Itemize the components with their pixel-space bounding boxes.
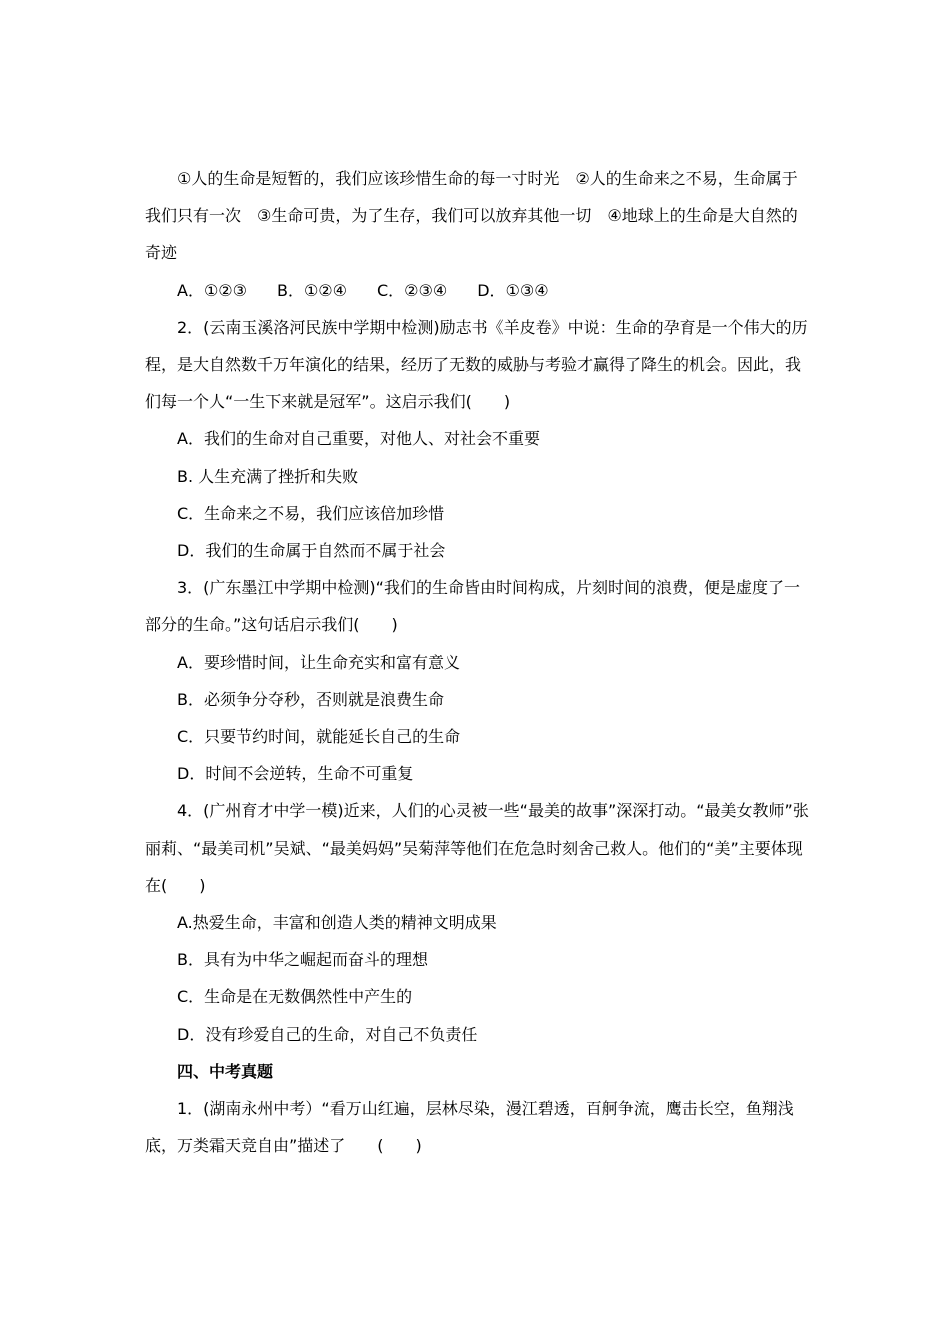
q3-option-a: A．要珍惜时间，让生命充实和富有意义 <box>177 652 460 672</box>
q1-option-a: A．①②③ <box>177 280 247 300</box>
q1-options <box>145 272 810 309</box>
q4-option-d: D．没有珍爱自己的生命，对自己不负责任 <box>177 1024 478 1044</box>
q2-option-c: C．生命来之不易，我们应该倍加珍惜 <box>177 503 445 523</box>
q4-option-c: C．生命是在无数偶然性中产生的 <box>177 987 413 1007</box>
q1-option-b: B．①②④ <box>276 280 347 300</box>
q4-option-a: A.热爱生命，丰富和创造人类的精神文明成果 <box>177 913 497 933</box>
q2-option-a: A．我们的生命对自己重要，对他人、对社会不重要 <box>177 429 540 449</box>
q1-statements: ①人的生命是短暂的，我们应该珍惜生命的每一寸时光 ②人的生命来之不易，生命属于我们只有一次 ③生命可贵，为了生存，我们可以放弃其他一切 ④地球上的生命是大自然的奇迹 <box>145 169 798 263</box>
q4-option-b: B．具有为中华之崛起而奋斗的理想 <box>177 950 428 970</box>
q2-option-d: D．我们的生命属于自然而不属于社会 <box>177 541 446 561</box>
q2-stem: 2．(云南玉溪洛河民族中学期中检测)励志书《羊皮卷》中说：生命的孕育是一个伟大的历程，是大自然数千万年演化的结果，经历了无数的威胁与考验才赢得了降生的机会。因此，我们每一个人“一生下来就是冠军”。这启示我们( ) <box>145 317 808 412</box>
q3-option-d: D．时间不会逆转，生命不可重复 <box>177 764 414 784</box>
q1-option-c: C．②③④ <box>377 280 448 300</box>
q3-option-c: C．只要节约时间，就能延长自己的生命 <box>177 727 461 747</box>
section-heading: 四、中考真题 <box>177 1061 274 1081</box>
q3-option-b: B．必须争分夺秒，否则就是浪费生命 <box>177 689 444 709</box>
q2-option-b: B. 人生充满了挫折和失败 <box>177 466 359 486</box>
document-content <box>145 160 810 1164</box>
q4-stem: 4．(广州育才中学一模)近来，人们的心灵被一些“最美的故事”深深打动。“最美女教师”张丽莉、“最美司机”吴斌、“最美妈妈”吴菊萍等他们在危急时刻舍己救人。他们的“美”主要体现在( ) <box>145 801 809 895</box>
zk1-stem: 1．(湖南永州中考）“看万山红遍，层林尽染，漫江碧透，百舸争流，鹰击长空，鱼翔浅底，万类霜天竞自由”描述了 ( ) <box>145 1099 794 1156</box>
q3-stem: 3．(广东墨江中学期中检测)“我们的生命皆由时间构成，片刻时间的浪费，便是虚度了一部分的生命。”这句话启示我们( ) <box>145 578 800 635</box>
q1-option-d: D．①③④ <box>477 280 549 300</box>
